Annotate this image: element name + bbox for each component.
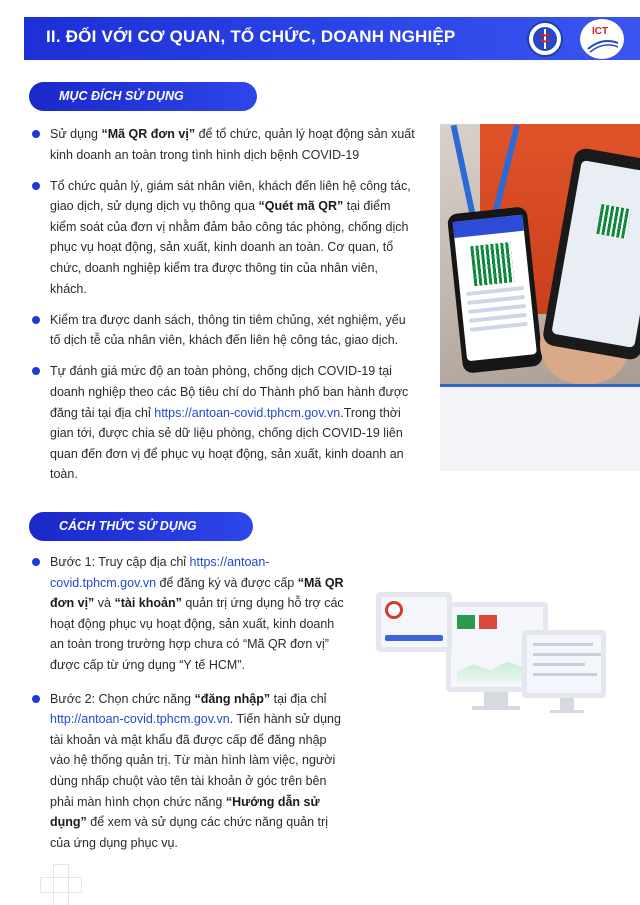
- list-item: Tự đánh giá mức độ an toàn phòng, chống dịch COVID-19 tại doanh nghiệp theo các Bộ tiêu chí do Thành phố ban hành được đăng tải tại địa chỉ https://antoan-covid.tphcm.gov.vn.Trong thời gian tới, được chia sẻ dữ liệu phòng, chống dịch COVID-19 liên quan đến đơn vị để phục vụ hoạt động, sản xuất, kinh doanh an toàn.: [32, 361, 415, 485]
- antoan-covid-link[interactable]: https://antoan-covid.tphcm.gov.vn: [50, 555, 270, 590]
- list-item: Kiểm tra được danh sách, thông tin tiêm chủng, xét nghiệm, yếu tố dịch tễ của nhân viên, khách đến liên hệ công tác, giao dịch.: [32, 310, 415, 351]
- bullet-dot-icon: [32, 182, 40, 190]
- qr-code-icon: [596, 204, 631, 239]
- phone-screen: [453, 215, 537, 362]
- phone-with-qr: [447, 206, 543, 373]
- list-item: Bước 2: Chọn chức năng “đăng nhập” tại địa chỉ http://antoan-covid.tphcm.gov.vn. Tiến hành sử dụng tài khoản và mật khẩu đã được cấp để đăng nhập vào hệ thống quản trị. Từ màn hình làm việc, người dùng nhấp chuột vào tên tài khoản ở góc trên bên phải màn hình chọn chức năng “Hướng dẫn sử dụng” để xem và sử dụng các chức năng quản trị của ứng dụng phục vụ.: [32, 689, 350, 854]
- clipboard: [440, 384, 640, 471]
- usage-steps-list: [32, 552, 350, 866]
- list-item: Sử dụng “Mã QR đơn vị” để tổ chức, quản lý hoạt động sản xuất kinh doanh an toàn trong tình hình dịch bệnh COVID-19: [32, 124, 415, 165]
- monitor-login: [376, 592, 452, 652]
- ict-logo-label: ICT: [592, 26, 609, 37]
- antoan-covid-login-link[interactable]: http://antoan-covid.tphcm.gov.vn: [50, 712, 230, 727]
- bullet-dot-icon: [32, 316, 40, 324]
- section-usage-title: CÁCH THỨC SỬ DỤNG: [29, 512, 253, 541]
- app-header: [453, 215, 524, 238]
- monitor-table: [522, 630, 606, 698]
- devices-illustration: [372, 590, 628, 725]
- bullet-dot-icon: [32, 367, 40, 375]
- list-item: Tổ chức quản lý, giám sát nhân viên, khách đến liên hệ công tác, giao dịch, sử dụng dịch vụ thông qua “Quét mã QR” tại điểm kiểm soát của đơn vị nhằm đảm bảo công tác phòng, chống dịch phục vụ hoạt động, sản xuất, kinh doanh an toàn. Cơ quan, tổ chức, doanh nghiệp kiểm tra được thông tin của nhân viên, khách.: [32, 176, 415, 300]
- purpose-list: [32, 124, 415, 496]
- medical-cross-icon: [40, 864, 80, 905]
- health-ministry-logo-icon: [527, 21, 563, 57]
- qr-code-icon: [470, 242, 514, 286]
- section-purpose-title: MỤC ĐÍCH SỬ DỤNG: [29, 82, 257, 111]
- bullet-dot-icon: [32, 695, 40, 703]
- qr-scan-photo: [440, 124, 640, 471]
- list-item: Bước 1: Truy cập địa chỉ https://antoan-covid.tphcm.gov.vn để đăng ký và được cấp “Mã QR đơn vị” và “tài khoản” quản trị ứng dụng hỗ trợ các hoạt động phục vụ hoạt động, sản xuất, kinh doanh an toàn trong trường hợp chưa có “Mã QR đơn vị” được cấp từ ứng dụng “Y tế HCM”.: [32, 552, 350, 676]
- bullet-dot-icon: [32, 130, 40, 138]
- app-logo-icon: [385, 601, 403, 619]
- page-title: II. ĐỐI VỚI CƠ QUAN, TỔ CHỨC, DOANH NGHIỆP: [46, 27, 456, 46]
- bullet-dot-icon: [32, 558, 40, 566]
- antoan-covid-link[interactable]: https://antoan-covid.tphcm.gov.vn: [154, 405, 341, 420]
- ict-logo-icon: [580, 19, 624, 59]
